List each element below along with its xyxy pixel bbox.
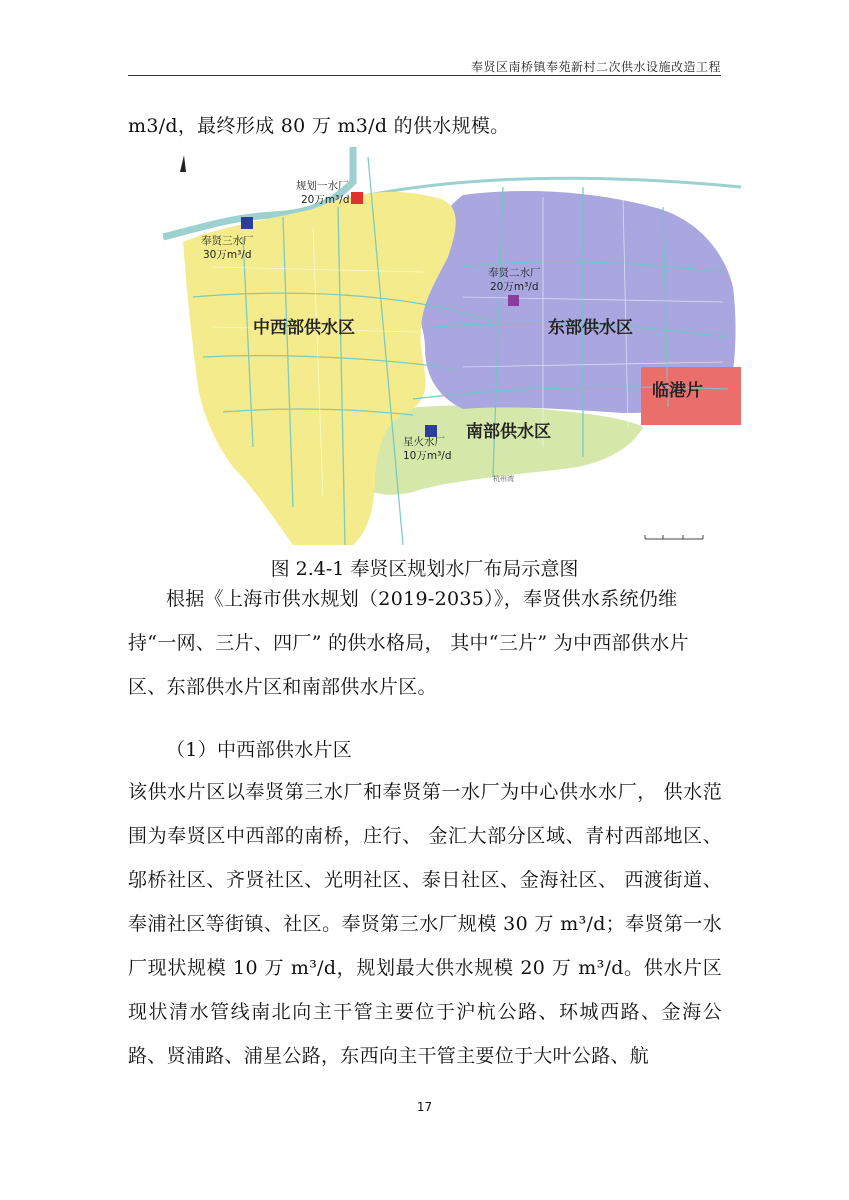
plant-xinghuo-name: 星火水厂 <box>403 436 445 448</box>
plant-1-capacity: 20万m³/d <box>301 194 350 206</box>
body-paragraph-2: 该供水片区以奉贤第三水厂和奉贤第一水厂为中心供水水厂， 供水范围为奉贤区中西部的南桥，庄行、 金汇大部分区域、青村西部地区、 邬桥社区、齐贤社区、光明社区、泰日社区、金海社区、 西渡街道、 奉浦社区等街镇、社区。奉贤第三水厂规模 30 万 m³/d；奉贤第一水厂现状规模 10 万 m³/d，规划最大供水规模 20 万 m³/d。供水片区现状清水管线南北向主干管主要位于沪杭公路、环城西路、金海公路、贤浦路、浦星公路，东西向主干管主要位于大叶公路、航 <box>128 781 722 1067</box>
plant-3-marker <box>241 217 253 229</box>
zone-east-label: 东部供水区 <box>548 318 633 338</box>
zone-south-label: 南部供水区 <box>466 422 551 442</box>
plant-2-name: 奉贤二水厂 <box>488 267 541 279</box>
zone-central-west-label: 中西部供水区 <box>253 318 355 338</box>
figure-caption: 图 2.4-1 奉贤区规划水厂布局示意图 <box>270 558 579 580</box>
page-header-rule <box>128 75 721 76</box>
plant-xinghuo-capacity: 10万m³/d <box>403 450 452 462</box>
plant-1-marker <box>351 192 363 204</box>
plant-3-capacity: 30万m³/d <box>203 249 252 261</box>
zone-lingang-label: 临港片 <box>652 381 703 401</box>
section-heading: （1）中西部供水片区 <box>166 739 353 761</box>
water-plant-layout-map <box>163 147 741 545</box>
plant-1-name: 规划一水厂 <box>296 180 349 192</box>
river-label: 杭州湾 <box>493 475 514 483</box>
plant-2-capacity: 20万m³/d <box>490 281 539 293</box>
north-arrow-icon <box>180 155 186 172</box>
plant-3-name: 奉贤三水厂 <box>201 235 254 247</box>
page-header-title: 奉贤区南桥镇奉苑新村二次供水设施改造工程 <box>470 60 721 74</box>
body-paragraph-1: 根据《上海市供水规划（2019-2035）》，奉贤供水系统仍维持“一网、三片、四厂” 的供水格局， 其中“三片” 为中西部供水片区、东部供水片区和南部供水片区。 <box>128 588 689 698</box>
page-number: 17 <box>416 1100 433 1114</box>
plant-2-marker <box>508 295 519 306</box>
intro-paragraph: m3/d，最终形成 80 万 m3/d 的供水规模。 <box>128 115 510 137</box>
scale-bar-icon <box>645 535 703 539</box>
